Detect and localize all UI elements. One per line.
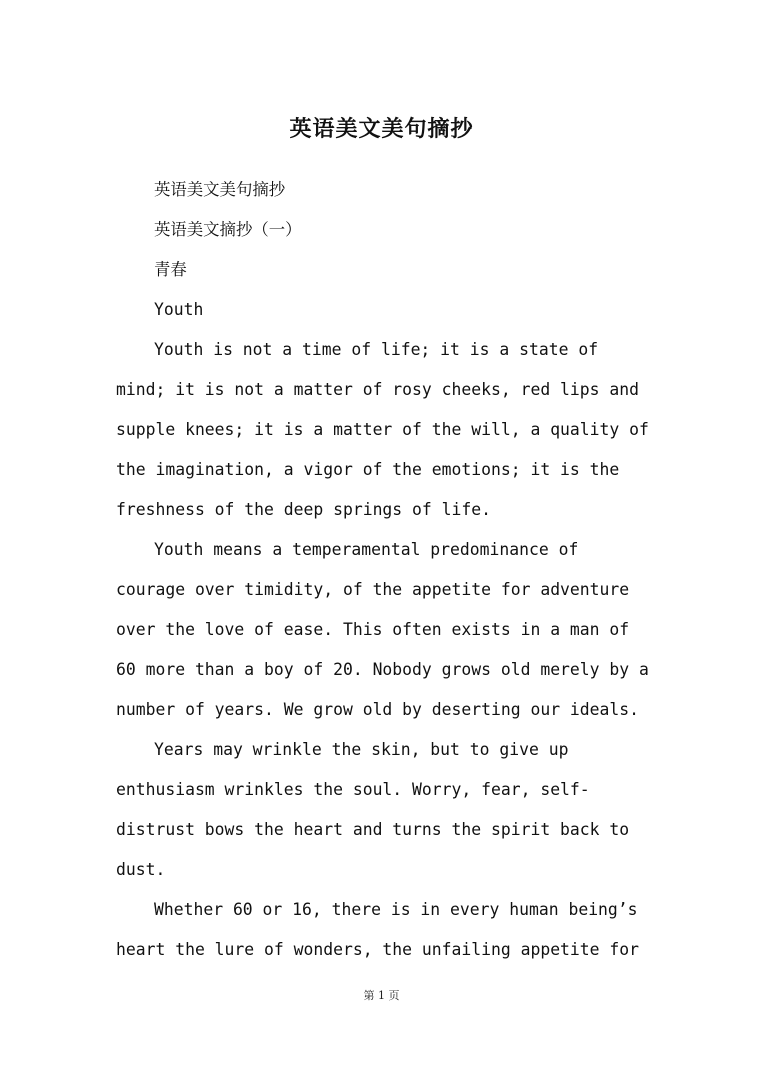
paragraph-english-title: Youth	[154, 300, 204, 319]
document-body	[116, 170, 656, 970]
paragraph-section-heading: 英语美文摘抄（一）	[154, 220, 302, 239]
paragraph-subtitle: 英语美文美句摘抄	[154, 180, 286, 199]
paragraph-text: Whether 60 or 16, there is in every human being’s heart the lure of wonders, the unfailing appetite for	[116, 900, 640, 959]
paragraph-text: Youth is not a time of life; it is a state of mind; it is not a matter of rosy cheeks, red lips and supple knees; it is a matter of the will, a quality of the imagination, a vigor of the emotions; it is the freshness of the deep springs of life.	[116, 340, 649, 519]
page-title: 英语美文美句摘抄	[289, 117, 474, 142]
paragraph-text: Years may wrinkle the skin, but to give up enthusiasm wrinkles the soul. Worry, fear, self-distrust bows the heart and turns the spirit back to dust.	[116, 740, 630, 879]
page-number: 第 1 页	[363, 989, 400, 1002]
paragraph-chinese-title: 青春	[154, 260, 187, 279]
paragraph-text: Youth means a temperamental predominance of courage over timidity, of the appetite for adventure over the love of ease. This often exists in a man of 60 more than a boy of 20. Nobody grows old merely by a number of years. We grow old by deserting our ideals.	[116, 540, 649, 719]
